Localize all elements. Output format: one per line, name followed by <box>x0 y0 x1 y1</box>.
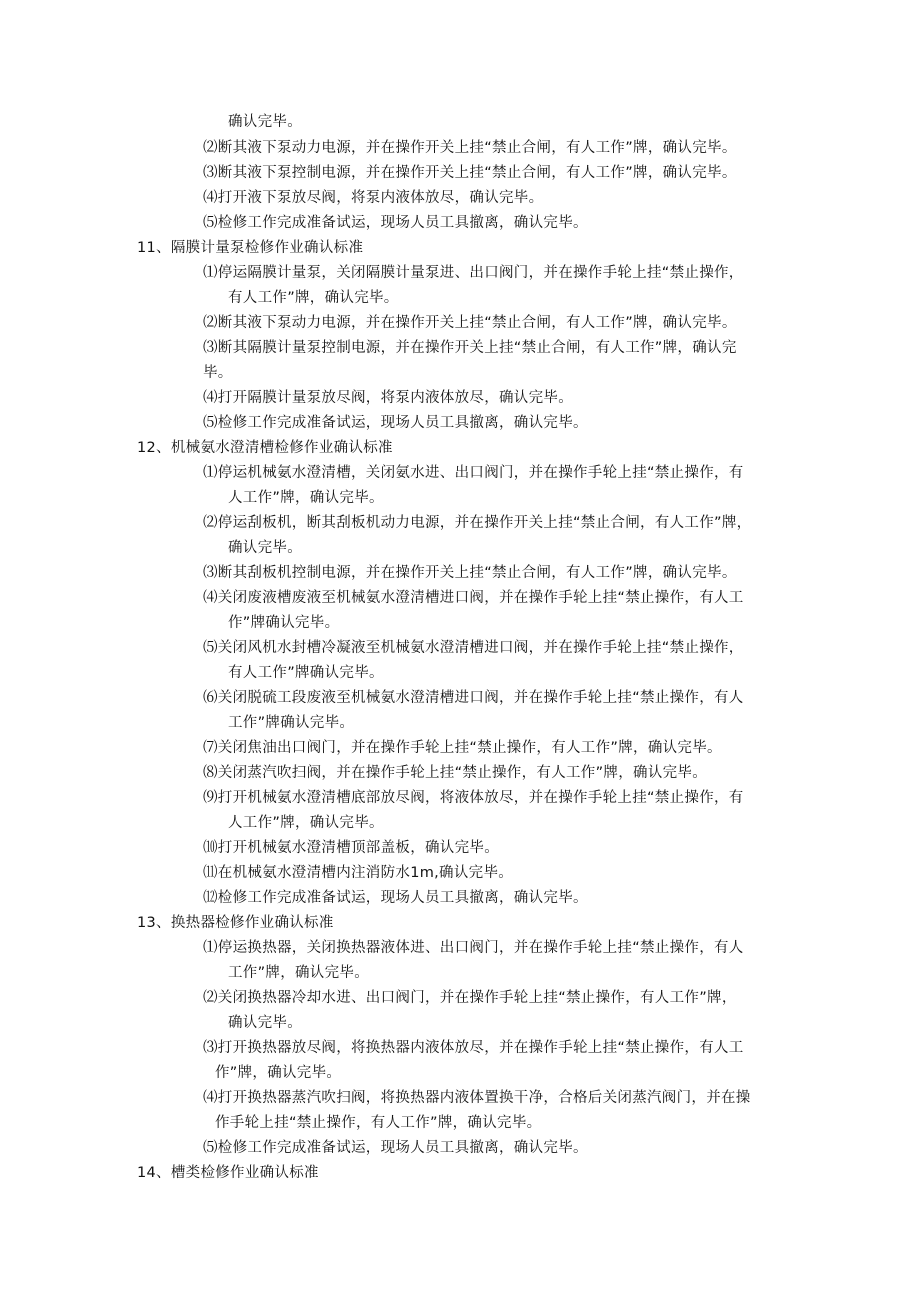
list-item: ⑺关闭焦油出口阀门，并在操作手轮上挂“禁止操作，有人工作”牌，确认完毕。 <box>203 740 722 756</box>
list-item: ⑵断其液下泵动力电源，并在操作开关上挂“禁止合闸，有人工作”牌，确认完毕。 <box>203 140 737 156</box>
list-item: ⑷打开换热器蒸汽吹扫阀，将换热器内液体置换干净，合格后关闭蒸汽阀门，并在操 <box>203 1090 751 1106</box>
list-item: ⑶打开换热器放尽阀，将换热器内液体放尽，并在操作手轮上挂“禁止操作，有人工 <box>203 1040 744 1056</box>
continuation-line: 有人工作”牌，确认完毕。 <box>228 290 399 306</box>
list-item: ⑿检修工作完成准备试运，现场人员工具撤离，确认完毕。 <box>203 890 588 906</box>
section-heading: 13、换热器检修作业确认标准 <box>137 915 334 931</box>
section-heading: 11、隔膜计量泵检修作业确认标准 <box>137 240 364 256</box>
list-item: ⑷关闭废液槽废液至机械氨水澄清槽进口阀，并在操作手轮上挂“禁止操作，有人工 <box>203 590 744 606</box>
list-item: ⑼打开机械氨水澄清槽底部放尽阀，将液体放尽，并在操作手轮上挂“禁止操作，有 <box>203 790 744 806</box>
list-item: ⑹关闭脱硫工段废液至机械氨水澄清槽进口阀，并在操作手轮上挂“禁止操作，有人 <box>203 690 744 706</box>
continuation-line: 人工作”牌，确认完毕。 <box>228 815 384 831</box>
section-heading: 14、槽类检修作业确认标准 <box>137 1165 319 1181</box>
list-item: ⑶断其隔膜计量泵控制电源，并在操作开关上挂“禁止合闸，有人工作”牌，确认完 <box>203 340 737 356</box>
continuation-line: 毕。 <box>203 365 233 381</box>
continuation-line: 作”牌确认完毕。 <box>228 615 340 631</box>
list-item: ⑷打开液下泵放尽阀，将泵内液体放尽，确认完毕。 <box>203 190 544 206</box>
continuation-line: 工作”牌确认完毕。 <box>228 715 355 731</box>
list-item: ⑴停运隔膜计量泵，关闭隔膜计量泵进、出口阀门，并在操作手轮上挂“禁止操作， <box>203 265 744 281</box>
continuation-line: 作手轮上挂“禁止操作，有人工作”牌，确认完毕。 <box>215 1115 542 1131</box>
list-item: ⑶断其液下泵控制电源，并在操作开关上挂“禁止合闸，有人工作”牌，确认完毕。 <box>203 165 737 181</box>
list-item: ⑴停运换热器，关闭换热器液体进、出口阀门，并在操作手轮上挂“禁止操作，有人 <box>203 940 744 956</box>
list-item: ⑶断其刮板机控制电源，并在操作开关上挂“禁止合闸，有人工作”牌，确认完毕。 <box>203 565 737 581</box>
section-heading: 12、机械氨水澄清槽检修作业确认标准 <box>137 440 393 456</box>
list-item: ⑵停运刮板机，断其刮板机动力电源，并在操作开关上挂“禁止合闸，有人工作”牌， <box>203 515 752 531</box>
continuation-line: 确认完毕。 <box>228 114 302 130</box>
list-item: ⑸检修工作完成准备试运，现场人员工具撤离，确认完毕。 <box>203 1140 588 1156</box>
list-item: ⑵断其液下泵动力电源，并在操作开关上挂“禁止合闸，有人工作”牌，确认完毕。 <box>203 315 737 331</box>
continuation-line: 确认完毕。 <box>228 1015 302 1031</box>
list-item: ⑵关闭换热器冷却水进、出口阀门，并在操作手轮上挂“禁止操作，有人工作”牌， <box>203 990 737 1006</box>
list-item: ⑴停运机械氨水澄清槽，关闭氨水进、出口阀门，并在操作手轮上挂“禁止操作，有 <box>203 465 744 481</box>
list-item: ⑽打开机械氨水澄清槽顶部盖板，确认完毕。 <box>203 840 499 856</box>
list-item: ⑻关闭蒸汽吹扫阀，并在操作手轮上挂“禁止操作，有人工作”牌，确认完毕。 <box>203 765 708 781</box>
list-item: ⑸检修工作完成准备试运，现场人员工具撤离，确认完毕。 <box>203 215 588 231</box>
list-item: ⑾在机械氨水澄清槽内注消防水1m,确认完毕。 <box>203 865 514 881</box>
continuation-line: 确认完毕。 <box>228 540 302 556</box>
continuation-line: 有人工作”牌确认完毕。 <box>228 665 384 681</box>
continuation-line: 作”牌，确认完毕。 <box>215 1065 342 1081</box>
list-item: ⑸关闭风机水封槽冷凝液至机械氨水澄清槽进口阀，并在操作手轮上挂“禁止操作， <box>203 640 744 656</box>
continuation-line: 人工作”牌，确认完毕。 <box>228 490 384 506</box>
continuation-line: 工作”牌，确认完毕。 <box>228 965 370 981</box>
list-item: ⑷打开隔膜计量泵放尽阀，将泵内液体放尽，确认完毕。 <box>203 390 573 406</box>
list-item: ⑸检修工作完成准备试运，现场人员工具撤离，确认完毕。 <box>203 415 588 431</box>
